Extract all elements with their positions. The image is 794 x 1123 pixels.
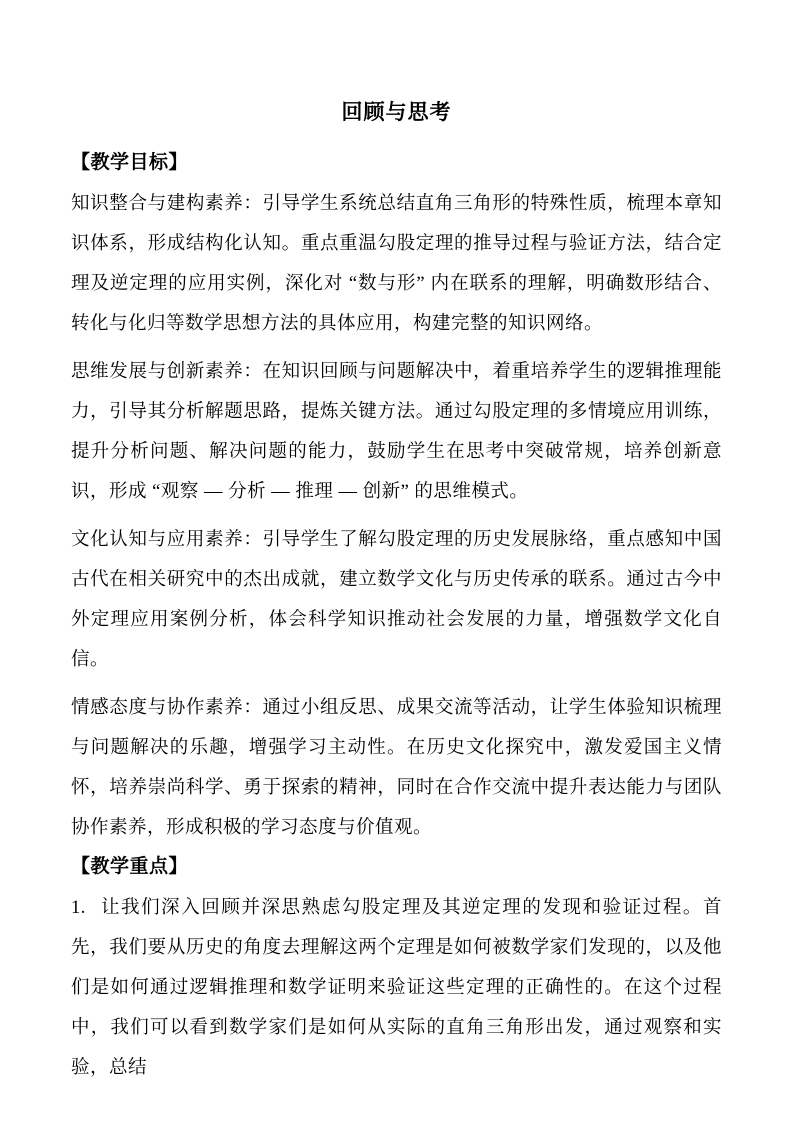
list-item-1-text: 让我们深入回顾并深思熟虑勾股定理及其逆定理的发现和验证过程。首先，我们要从历史的角度去理解这两个定理是如何被数学家们发现的，以及他们是如何通过逻辑推理和数学证明来验证这些定理的正确性的。在这个过程中，我们可以看到数学家们是如何从实际的直角三角形出发，通过观察和实验，总结 — [71, 898, 722, 1078]
paragraph-thinking-innovation-literacy: 思维发展与创新素养：在知识回顾与问题解决中，着重培养学生的逻辑推理能力，引导其分析解题思路，提炼关键方法。通过勾股定理的多情境应用训练，提升分析问题、解决问题的能力，鼓励学生在思考中突破常规，培养创新意识，形成 “观察 — 分析 — 推理 — 创新” 的思维模式。 — [71, 362, 722, 502]
paragraph-culture-application-literacy: 文化认知与应用素养：引导学生了解勾股定理的历史发展脉络，重点感知中国古代在相关研究中的杰出成就，建立数学文化与历史传承的联系。通过古今中外定理应用案例分析，体会科学知识推动社会发展的力量，增强数学文化自信。 — [71, 530, 722, 670]
paragraph-emotion-collaboration-literacy: 情感态度与协作素养：通过小组反思、成果交流等活动，让学生体验知识梳理与问题解决的乐趣，增强学习主动性。在历史文化探究中，激发爱国主义情怀，培养崇尚科学、勇于探索的精神，同时在合作交流中提升表达能力与团队协作素养，形成积极的学习态度与价值观。 — [71, 698, 722, 838]
section-heading-teaching-key-points: 【教学重点】 — [71, 856, 189, 877]
document-title: 回顾与思考 — [341, 100, 452, 124]
list-item-1 — [71, 888, 722, 1088]
section-heading-teaching-objectives: 【教学目标】 — [71, 152, 189, 173]
list-item-1-number: 1. — [71, 898, 86, 918]
paragraph-knowledge-integration-literacy: 知识整合与建构素养：引导学生系统总结直角三角形的特殊性质，梳理本章知识体系，形成结构化认知。重点重温勾股定理的推导过程与验证方法，结合定理及逆定理的应用实例，深化对 “数与形” 内在联系的理解，明确数形结合、转化与化归等数学思想方法的具体应用，构建完整的知识网络。 — [71, 194, 722, 334]
